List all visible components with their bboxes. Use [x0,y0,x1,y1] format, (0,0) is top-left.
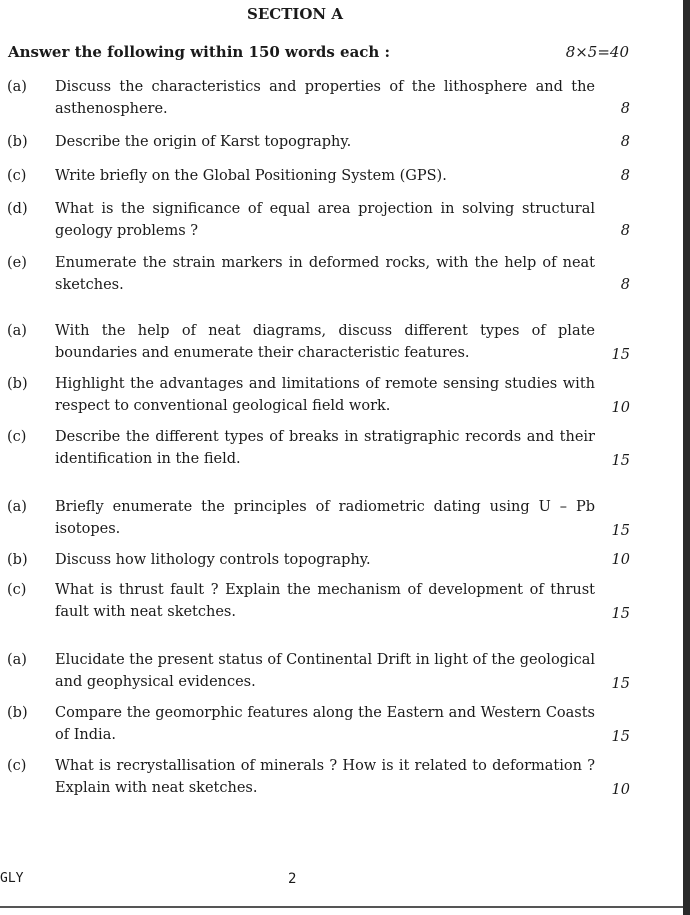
question-label: (c) [7,168,27,184]
instruction-marks: 8×5=40 [565,43,629,61]
question-text: Highlight the advantages and limitations of remote sensing studies with respect to conventional geological field work. [55,376,595,414]
question-marks: 8 [620,168,630,184]
section-title: SECTION A [246,5,344,23]
question-text: With the help of neat diagrams, discuss different types of plate boundaries and enumerate their characteristic features. [55,323,595,361]
question-text: What is recrystallisation of minerals ? How is it related to deformation ? Explain with neat sketches. [55,758,595,796]
question-text: Enumerate the strain markers in deformed rocks, with the help of neat sketches. [55,255,595,293]
question-text: Briefly enumerate the principles of radiometric dating using U – Pb isotopes. [55,499,595,537]
paper-code: GLY [0,871,24,886]
question-marks: 10 [611,782,630,798]
question-text: Discuss how lithology controls topography. [55,552,371,568]
question-label: (a) [7,499,27,515]
question-text: Discuss the characteristics and properties of the lithosphere and the asthenosphere. [55,79,595,117]
question-label: (c) [7,758,27,774]
question-label: (b) [7,376,28,392]
question-marks: 15 [611,729,630,745]
question-label: (b) [7,134,28,150]
question-text: Describe the different types of breaks in stratigraphic records and their identification in the field. [55,429,595,467]
question-marks: 8 [620,223,630,239]
question-label: (b) [7,705,28,721]
question-text: Describe the origin of Karst topography. [55,134,352,150]
question-label: (a) [7,323,27,339]
question-label: (b) [7,552,28,568]
question-marks: 8 [620,134,630,150]
question-marks: 15 [611,347,630,363]
question-text: What is thrust fault ? Explain the mechanism of development of thrust fault with neat sketches. [55,582,595,620]
question-marks: 15 [611,453,630,469]
question-label: (a) [7,652,27,668]
question-label: (a) [7,79,27,95]
question-label: (c) [7,582,27,598]
bottom-divider [0,906,683,908]
question-label: (d) [7,201,28,217]
question-marks: 15 [611,606,630,622]
question-label: (e) [7,255,27,271]
question-text: What is the significance of equal area projection in solving structural geology problems ? [55,201,595,239]
question-marks: 15 [611,523,630,539]
page-number: 2 [288,871,297,887]
question-marks: 8 [620,101,630,117]
question-text: Compare the geomorphic features along the Eastern and Western Coasts of India. [55,705,595,743]
instruction-text: Answer the following within 150 words each : [8,43,391,61]
question-marks: 10 [611,552,630,568]
question-label: (c) [7,429,27,445]
page-edge-shadow [683,0,690,915]
question-marks: 10 [611,400,630,416]
question-marks: 15 [611,676,630,692]
question-text: Elucidate the present status of Continental Drift in light of the geological and geophysical evidences. [55,652,595,690]
question-text: Write briefly on the Global Positioning System (GPS). [55,168,447,184]
question-marks: 8 [620,277,630,293]
